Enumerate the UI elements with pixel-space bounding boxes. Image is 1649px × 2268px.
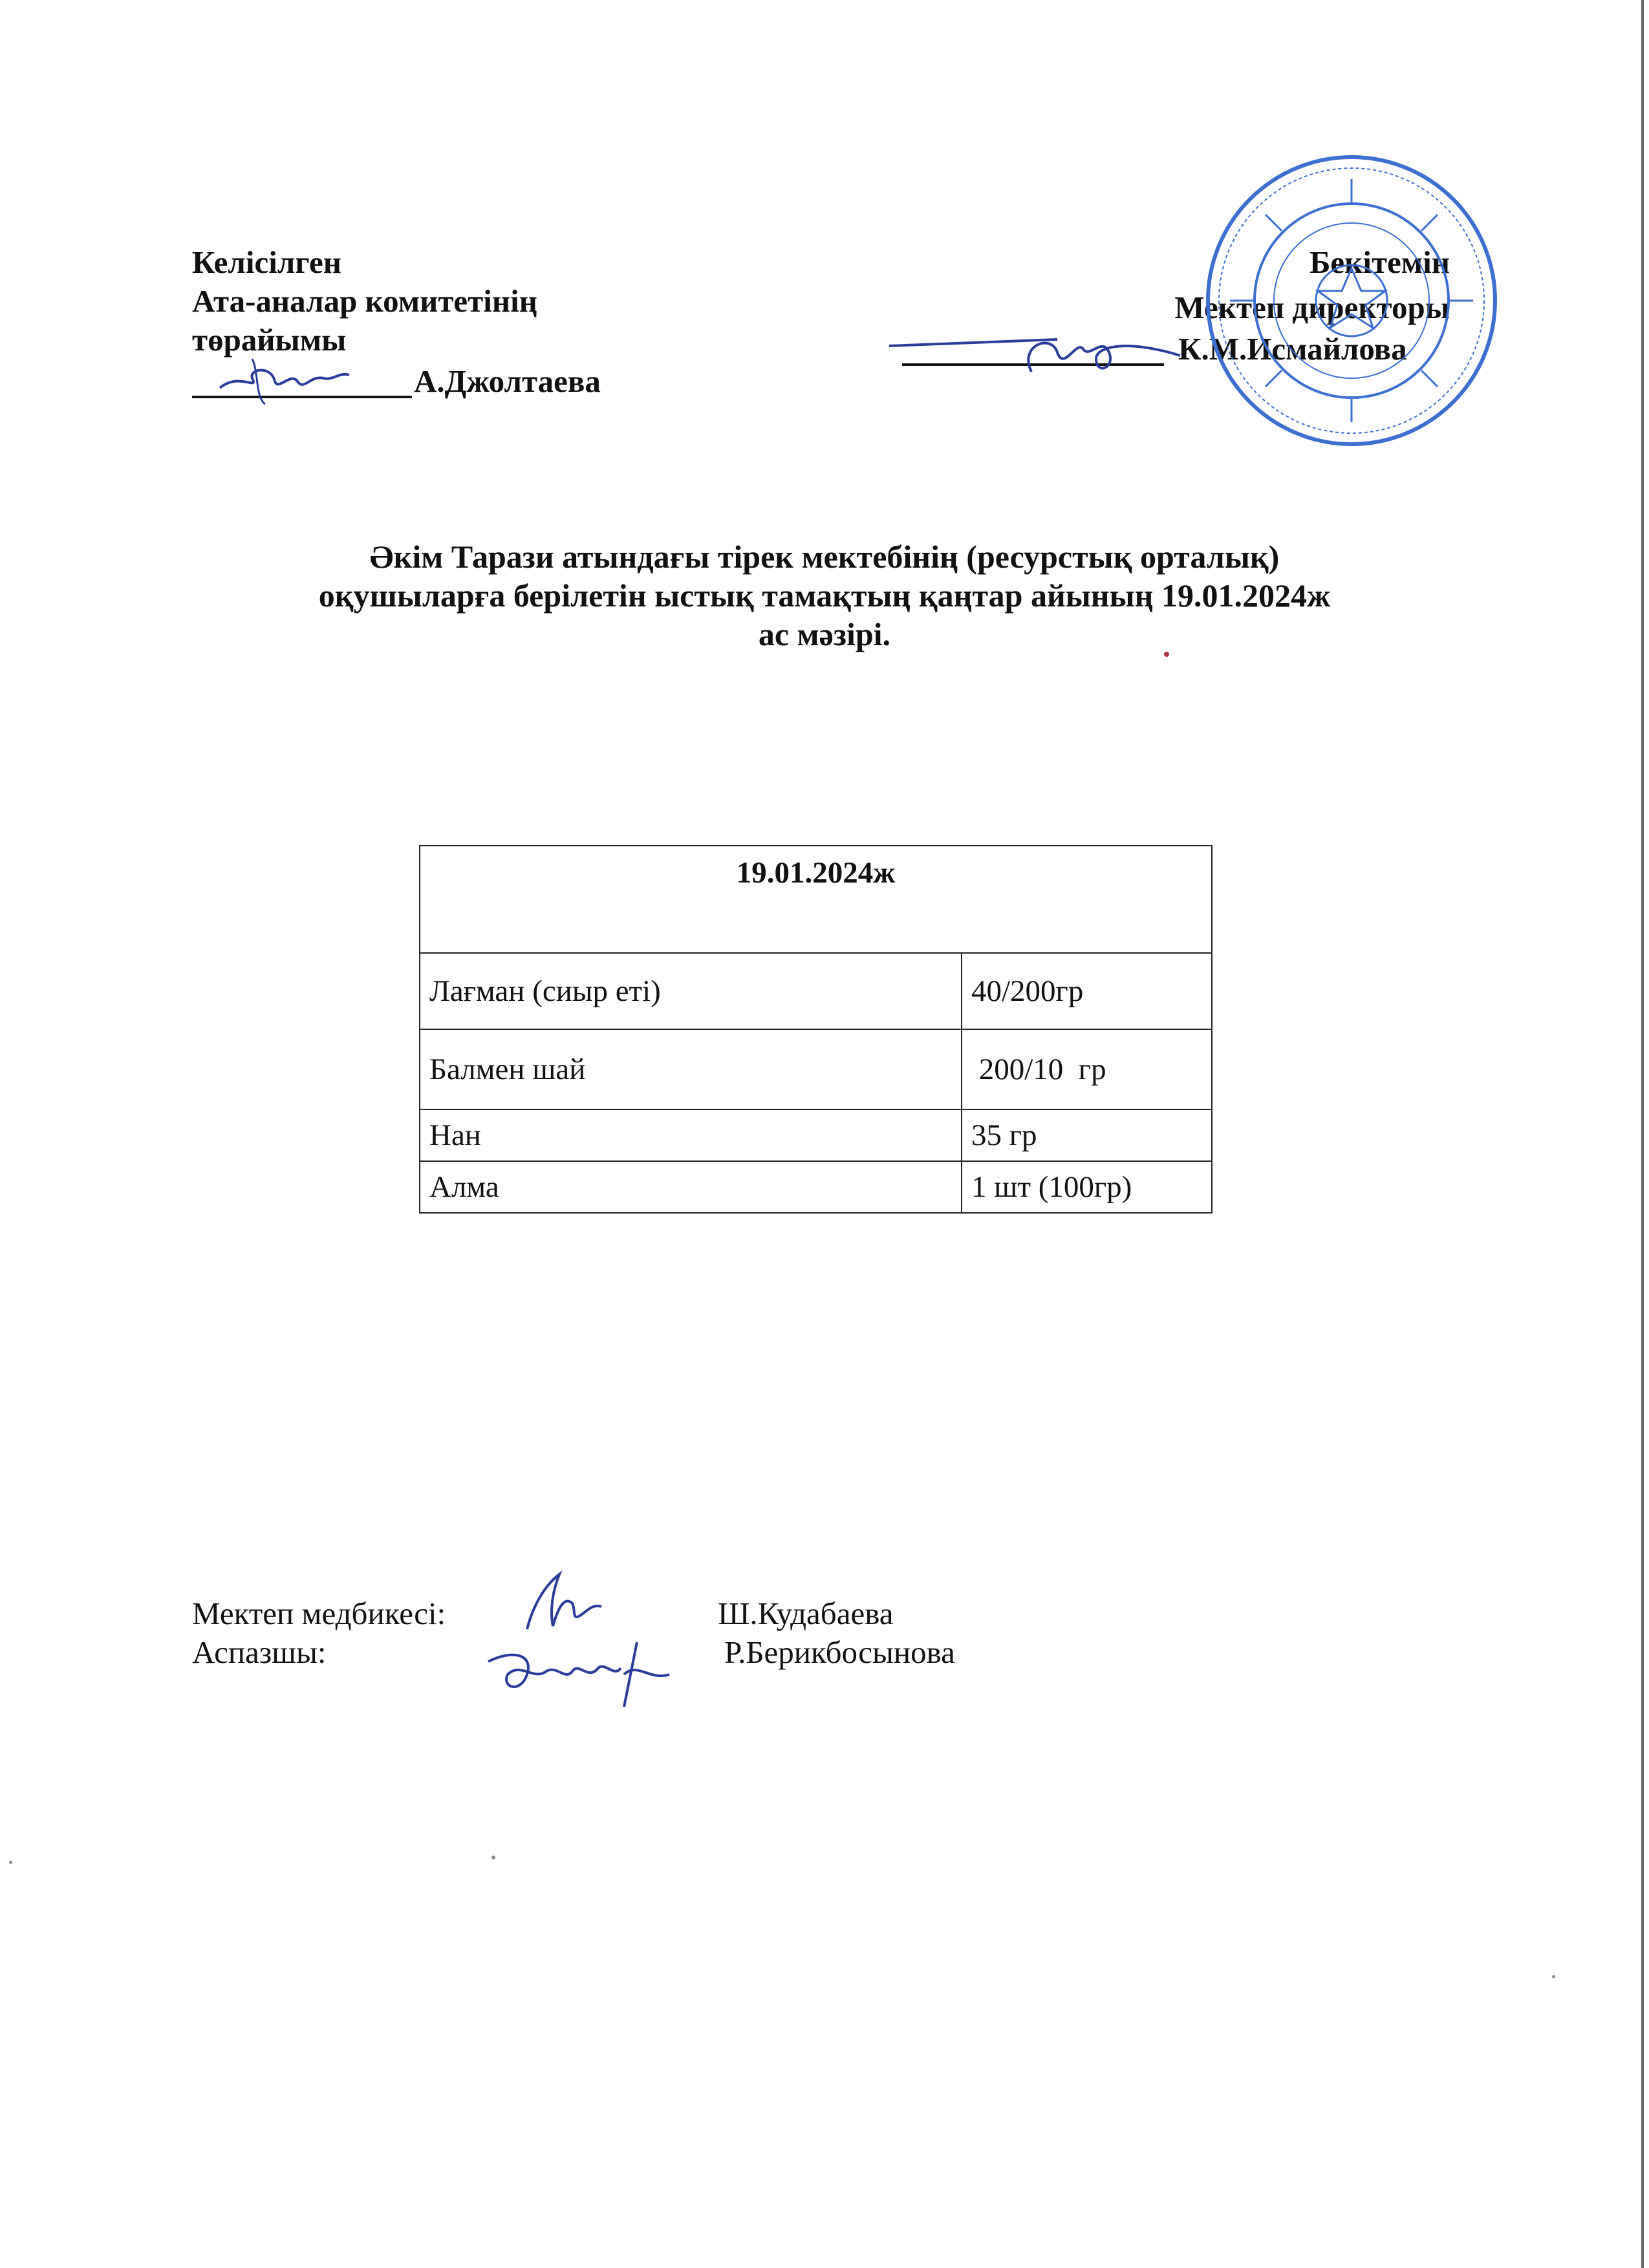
- cook-signature-icon: [475, 1636, 689, 1720]
- portion-cell: 200/10 гр: [962, 1029, 1212, 1109]
- nurse-name: Ш.Кудабаева: [718, 1596, 894, 1631]
- school-seal-icon: [1203, 152, 1500, 449]
- menu-table: [419, 845, 1212, 1214]
- table-row: [420, 953, 1212, 1029]
- table-row: [420, 1161, 1212, 1213]
- scan-speck: [491, 1856, 495, 1859]
- left-signature-icon: [213, 352, 362, 411]
- parents-committee-label: Ата-аналар комитетінің: [192, 283, 537, 319]
- cook-name: Р.Берикбосынова: [724, 1634, 955, 1670]
- scan-speck: [9, 1861, 12, 1864]
- title-line-3: ас мәзірі.: [758, 616, 891, 652]
- nurse-signature-icon: [514, 1565, 611, 1642]
- title-line-1: Әкім Тарази атындағы тірек мектебінің (ресурстық орталық): [369, 539, 1280, 575]
- chairwoman-label: төрайымы: [192, 322, 347, 358]
- scan-speck: [1552, 1975, 1555, 1978]
- approve-label: Бекітемін: [1309, 244, 1450, 280]
- table-date-header: 19.01.2024ж: [420, 846, 1212, 953]
- scan-edge: [1641, 0, 1644, 2268]
- portion-cell: 35 гр: [962, 1109, 1212, 1161]
- cook-label: Аспазшы:: [192, 1634, 327, 1670]
- title-line-2: оқушыларға берілетін ыстық тамақтың қаңтар айының 19.01.2024ж: [318, 577, 1331, 614]
- table-row: [420, 1109, 1212, 1161]
- scan-speck: [1164, 652, 1169, 657]
- portion-cell: 40/200гр: [962, 953, 1212, 1029]
- dish-cell: Алма: [420, 1161, 962, 1213]
- director-label: Мектеп директоры: [1174, 290, 1450, 325]
- table-row: [420, 1029, 1212, 1109]
- agreed-label: Келісілген: [192, 244, 341, 280]
- nurse-label: Мектеп медбикесі:: [192, 1596, 446, 1631]
- dish-cell: Балмен шай: [420, 1029, 962, 1109]
- dish-cell: Нан: [420, 1109, 962, 1161]
- right-signature-icon: [883, 320, 1187, 398]
- dish-cell: Лағман (сиыр еті): [420, 953, 962, 1029]
- right-signer-name: К.М.Исмайлова: [1178, 331, 1407, 367]
- left-signer-name: А.Джолтаева: [414, 363, 601, 399]
- portion-cell: 1 шт (100гр): [962, 1161, 1212, 1213]
